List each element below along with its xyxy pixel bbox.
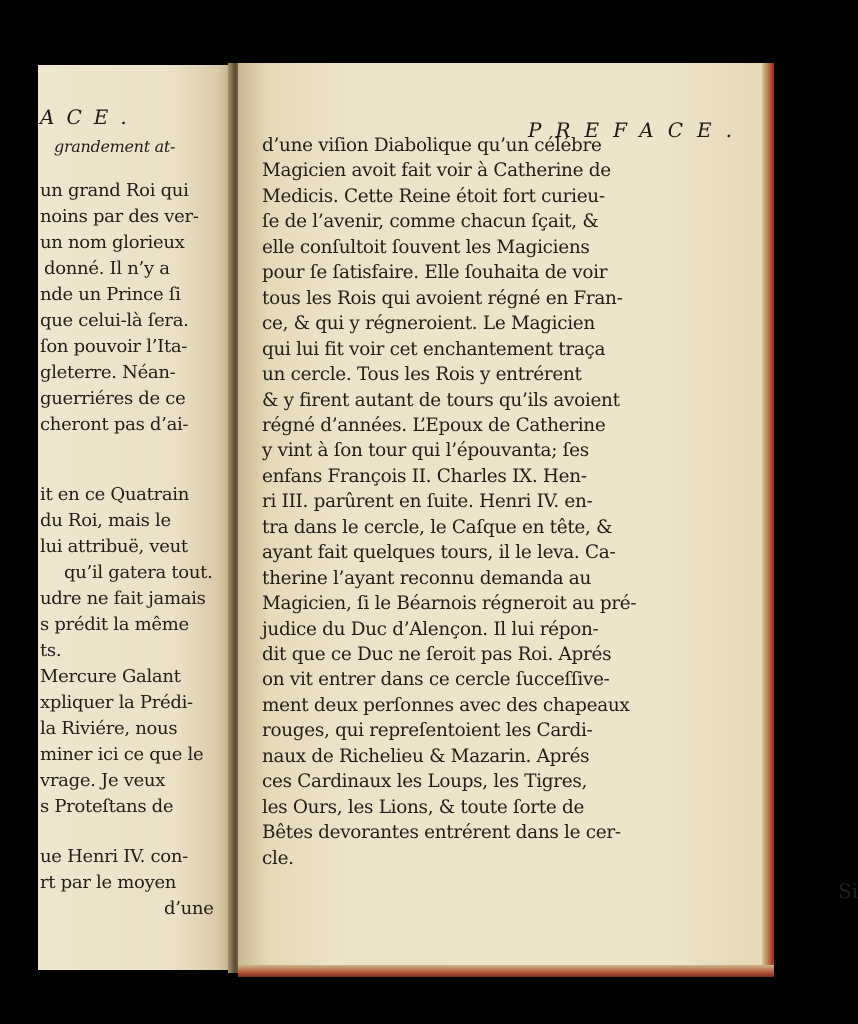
- left-text-line: que celui-là ſera.: [40, 310, 189, 331]
- right-text-line: Bêtes devorantes entrérent dans le cer-: [262, 822, 621, 844]
- right-text-line: Magicien avoit fait voir à Catherine de: [262, 160, 611, 182]
- left-page: [38, 65, 234, 970]
- right-text-line: tous les Rois qui avoient régné en Fran-: [262, 287, 623, 309]
- right-text-line: enfans François II. Charles IX. Hen-: [262, 465, 587, 487]
- left-text-line: d’une: [164, 898, 214, 919]
- right-text-line: ces Cardinaux les Loups, les Tigres,: [262, 771, 588, 793]
- right-text-line: y vint à ſon tour qui l’épouvanta; ſes: [262, 440, 589, 462]
- page-edge-right: [762, 63, 774, 975]
- right-text-line: qui lui fit voir cet enchantement traça: [262, 338, 606, 360]
- right-text-line: elle conſultoit ſouvent les Magiciens: [262, 236, 590, 258]
- right-text-line: d’une viſion Diabolique qu’un célébre: [262, 135, 602, 156]
- left-text-line: s Proteſtans de: [40, 796, 174, 817]
- right-text-line: ment deux perſonnes avec des chapeaux: [262, 694, 630, 716]
- left-text-line: grandement at-: [54, 137, 176, 156]
- left-text-line: rt par le moyen: [40, 872, 177, 893]
- page-edge-bottom: [238, 965, 774, 977]
- right-text-line: ayant fait quelques tours, il le leva. Ca-: [262, 542, 616, 564]
- left-text-line: gleterre. Néan-: [40, 362, 176, 383]
- right-page: [238, 63, 858, 971]
- right-text-line: régné d’années. L’Epoux de Catherine: [262, 414, 606, 436]
- left-text-line: noins par des ver-: [40, 206, 199, 227]
- right-text-line: Magicien, ſi le Béarnois régneroit au pré-: [262, 593, 637, 615]
- left-page-header: ACE.: [40, 105, 139, 129]
- right-text-line: rouges, qui repreſentoient les Cardi-: [262, 720, 593, 742]
- left-text-line: un nom glorieux: [40, 232, 185, 253]
- right-text-line: naux de Richelieu & Mazarin. Aprés: [262, 745, 590, 767]
- catchword: Si: [838, 879, 858, 903]
- right-text-line: ce, & qui y régneroient. Le Magicien: [262, 313, 595, 335]
- right-page-header: PREFACE.: [528, 118, 746, 142]
- right-text-line: therine l’ayant reconnu demanda au: [262, 567, 592, 589]
- right-text-line: judice du Duc d’Alençon. Il lui répon-: [262, 618, 599, 640]
- left-text-line: Mercure Galant: [40, 666, 181, 687]
- left-text-line: qu’il gatera tout.: [64, 562, 213, 583]
- right-text-line: cle.: [262, 847, 294, 869]
- right-text-line: un cercle. Tous les Rois y entrérent: [262, 364, 582, 386]
- left-text-line: ſon pouvoir l’Ita-: [40, 336, 188, 357]
- left-text-line: udre ne fait jamais: [40, 588, 206, 609]
- right-text-line: & y firent autant de tours qu’ils avoient: [262, 389, 620, 411]
- right-text-line: dit que ce Duc ne ſeroit pas Roi. Aprés: [262, 644, 612, 665]
- left-text-line: vrage. Je veux: [40, 770, 166, 791]
- left-text-line: la Riviére, nous: [40, 718, 178, 739]
- left-text-line: cheront pas d’ai-: [40, 414, 189, 435]
- left-text-line: miner ici ce que le: [40, 744, 204, 765]
- right-text-line: pour ſe ſatisfaire. Elle ſouhaita de voir: [262, 262, 608, 284]
- left-text-line: lui attribuë, veut: [40, 536, 188, 557]
- left-text-line: du Roi, mais le: [40, 510, 171, 531]
- right-text-line: les Ours, les Lions, & toute ſorte de: [262, 796, 585, 818]
- right-text-line: tra dans le cercle, le Caſque en tête, &: [262, 516, 613, 538]
- left-text-line: un grand Roi qui: [40, 180, 189, 201]
- left-text-line: ue Henri IV. con-: [40, 846, 188, 867]
- right-text-line: Medicis. Cette Reine étoit fort curieu-: [262, 185, 605, 207]
- left-text-line: xpliquer la Prédi-: [40, 692, 193, 713]
- open-book: [38, 55, 858, 980]
- right-text-line: on vit entrer dans ce cercle ſucceſſive-: [262, 669, 610, 691]
- left-text-line: ts.: [40, 640, 62, 661]
- left-text-line: nde un Prince ſi: [40, 284, 181, 305]
- left-text-line: s prédit la même: [40, 614, 189, 635]
- right-text-line: ri III. parûrent en ſuite. Henri IV. en-: [262, 491, 593, 513]
- left-text-line: guerriéres de ce: [40, 388, 186, 409]
- left-text-line: it en ce Quatrain: [40, 484, 190, 505]
- right-text-line: ſe de l’avenir, comme chacun ſçait, &: [262, 211, 599, 233]
- left-text-line: donné. Il n’y a: [44, 258, 170, 279]
